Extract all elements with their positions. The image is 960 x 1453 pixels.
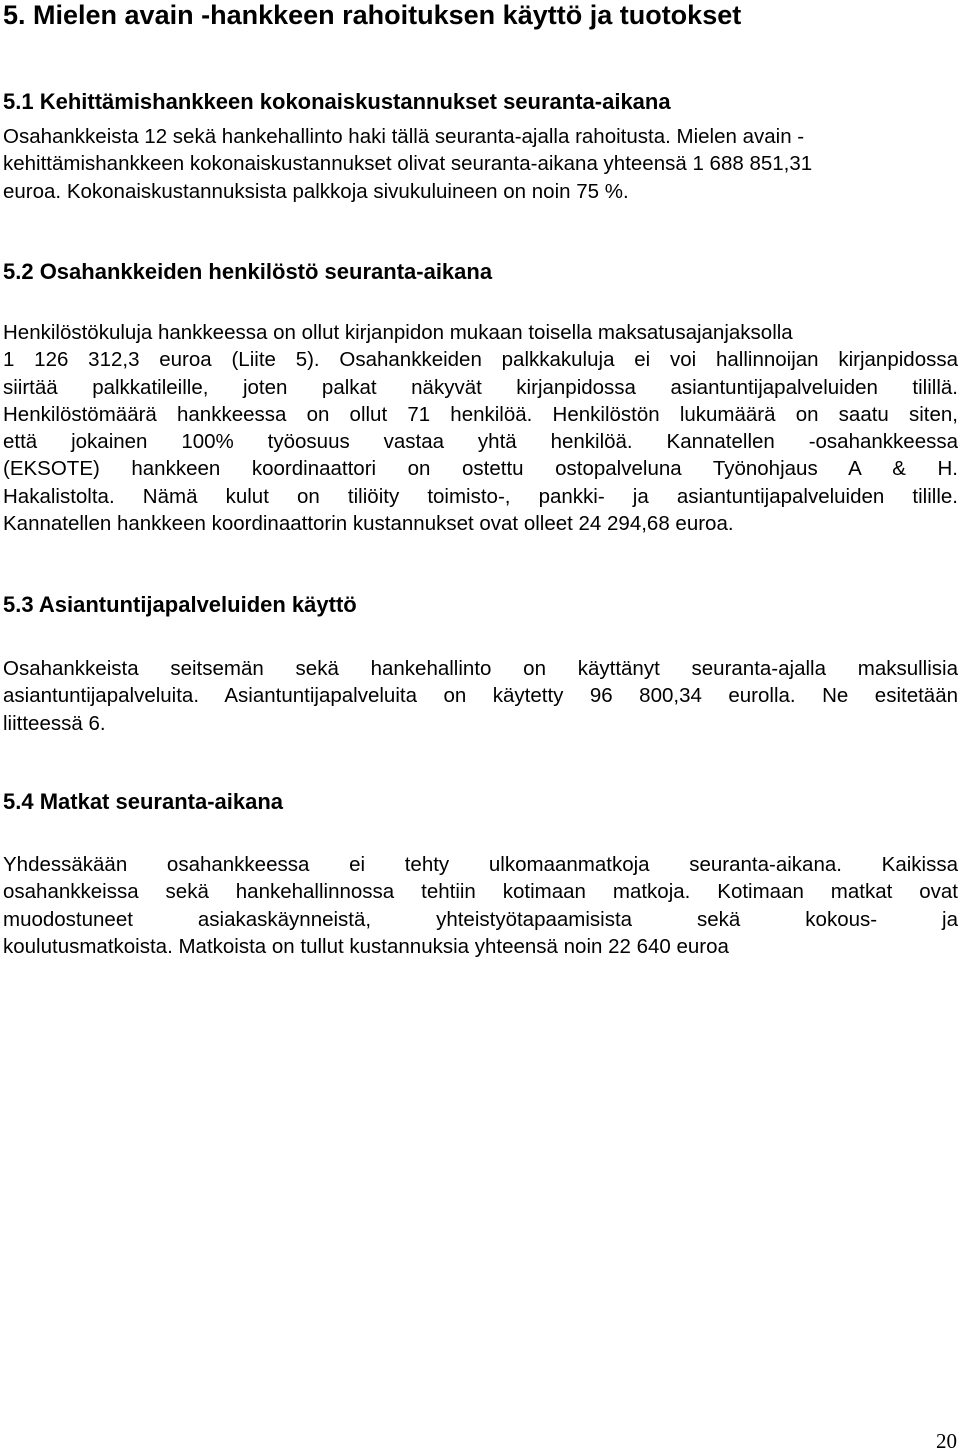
section-5-4-heading: 5.4 Matkat seuranta-aikana xyxy=(3,789,284,814)
paragraph-line: (EKSOTE) hankkeen koordinaattori on ostettu ostopalveluna Työnohjaus A & H. xyxy=(3,457,958,481)
section-5-4-paragraph xyxy=(3,851,958,960)
section-5-2-paragraph xyxy=(3,319,958,537)
paragraph-line: kehittämishankkeen kokonaiskustannukset olivat seuranta-aikana yhteensä 1 688 851,31 xyxy=(3,152,813,176)
paragraph-line: Henkilöstömäärä hankkeessa on ollut 71 henkilöä. Henkilöstön lukumäärä on saatu siten, xyxy=(3,402,958,426)
page-number: 20 xyxy=(936,1429,957,1453)
paragraph-line: että jokainen 100% työosuus vastaa yhtä henkilöä. Kannatellen -osahankkeessa xyxy=(3,430,958,454)
section-5-1-heading: 5.1 Kehittämishankkeen kokonaiskustannukset seuranta-aikana xyxy=(3,89,671,114)
paragraph-line: Osahankkeista 12 sekä hankehallinto haki tällä seuranta-ajalla rahoitusta. Mielen avain - xyxy=(3,125,805,148)
paragraph-line: euroa. Kokonaiskustannuksista palkkoja sivukuluineen on noin 75 %. xyxy=(3,179,629,203)
paragraph-line: Osahankkeista seitsemän sekä hankehallinto on käyttänyt seuranta-ajalla maksullisia xyxy=(3,657,958,680)
paragraph-line: Yhdessäkään osahankkeessa ei tehty ulkomaanmatkoja seuranta-aikana. Kaikissa xyxy=(3,853,958,876)
paragraph-line: koulutusmatkoista. Matkoista on tullut kustannuksia yhteensä noin 22 640 euroa xyxy=(3,934,729,958)
main-heading: 5. Mielen avain -hankkeen rahoituksen käyttö ja tuotokset xyxy=(3,0,742,30)
paragraph-line: muodostuneet asiakaskäynneistä, yhteistyötapaamisista sekä kokous- ja xyxy=(3,907,958,931)
paragraph-line: asiantuntijapalveluita. Asiantuntijapalveluita on käytetty 96 800,34 eurolla. Ne esitetään xyxy=(3,684,958,708)
paragraph-line: 1 126 312,3 euroa (Liite 5). Osahankkeiden palkkakuluja ei voi hallinnoijan kirjanpidossa xyxy=(3,348,958,372)
section-5-1-paragraph xyxy=(3,123,958,205)
paragraph-line: osahankkeissa sekä hankehallinnossa tehtiin kotimaan matkoja. Kotimaan matkat ovat xyxy=(3,880,958,904)
paragraph-line: liitteessä 6. xyxy=(3,711,106,735)
section-5-3-paragraph xyxy=(3,655,958,737)
section-5-2-heading: 5.2 Osahankkeiden henkilöstö seuranta-aikana xyxy=(3,259,493,284)
paragraph-line: Henkilöstökuluja hankkeessa on ollut kirjanpidon mukaan toisella maksatusajanjaksolla xyxy=(3,321,793,344)
paragraph-line: Kannatellen hankkeen koordinaattorin kustannukset ovat olleet 24 294,68 euroa. xyxy=(3,512,734,536)
paragraph-line: siirtää palkkatileille, joten palkat näkyvät kirjanpidossa asiantuntijapalveluiden tilillä. xyxy=(3,375,958,399)
section-5-3-heading: 5.3 Asiantuntijapalveluiden käyttö xyxy=(3,592,357,617)
paragraph-line: Hakalistolta. Nämä kulut on tiliöity toimisto-, pankki- ja asiantuntijapalveluiden tilille. xyxy=(3,484,958,508)
